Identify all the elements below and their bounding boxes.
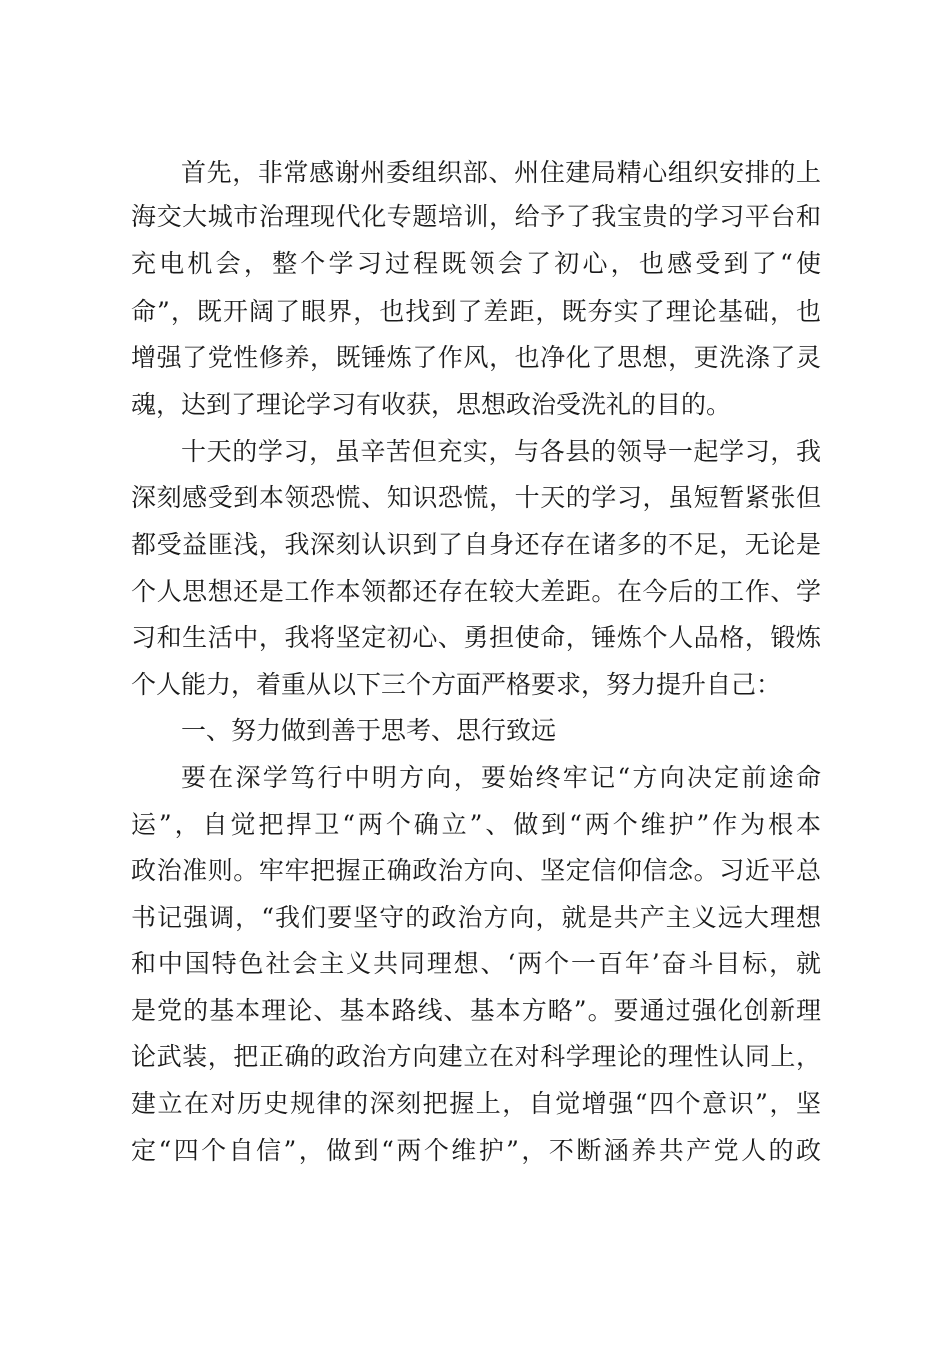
text-line: 个人思想还是工作本领都还存在较大差距。在今后的工作、学 (131, 577, 821, 606)
text-line: 首先，非常感谢州委组织部、州住建局精心组织安排的上 (181, 158, 821, 187)
text-line: 论武装，把正确的政治方向建立在对科学理论的理性认同上， (131, 1042, 821, 1071)
text-line: 深刻感受到本领恐慌、知识恐慌，十天的学习，虽短暂紧张但 (131, 483, 821, 512)
text-line: 十天的学习，虽辛苦但充实，与各县的领导一起学习，我 (181, 437, 821, 466)
text-line: 要在深学笃行中明方向，要始终牢记“方向决定前途命 (181, 763, 821, 792)
text-line: 增强了党性修养，既锤炼了作风，也净化了思想，更洗涤了灵 (131, 343, 821, 372)
text-line: 运”，自觉把捍卫“两个确立”、做到“两个维护”作为根本 (131, 810, 821, 839)
text-line: 命”，既开阔了眼界，也找到了差距，既夯实了理论基础，也 (131, 297, 821, 326)
text-line: 个人能力，着重从以下三个方面严格要求，努力提升自己： (131, 670, 782, 699)
text-line: 定“四个自信”，做到“两个维护”，不断涵养共产党人的政 (131, 1136, 821, 1165)
text-line: 习和生活中，我将坚定初心、勇担使命，锤炼个人品格，锻炼 (131, 623, 821, 652)
section-heading: 一、努力做到善于思考、思行致远 (181, 716, 557, 745)
text-line: 魂，达到了理论学习有收获，思想政治受洗礼的目的。 (131, 390, 732, 419)
text-line: 和中国特色社会主义共同理想、‘两个一百年’奋斗目标，就 (131, 949, 821, 978)
text-line: 海交大城市治理现代化专题培训，给予了我宝贵的学习平台和 (131, 202, 821, 231)
text-line: 政治准则。牢牢把握正确政治方向、坚定信仰信念。习近平总 (131, 856, 821, 885)
text-line: 书记强调，“我们要坚守的政治方向，就是共产主义远大理想 (131, 903, 821, 932)
text-line: 建立在对历史规律的深刻把握上，自觉增强“四个意识”，坚 (131, 1089, 821, 1118)
text-line: 都受益匪浅，我深刻认识到了自身还存在诸多的不足，无论是 (131, 530, 821, 559)
text-line: 充电机会，整个学习过程既领会了初心，也感受到了“使 (131, 249, 821, 278)
text-line: 是党的基本理论、基本路线、基本方略”。要通过强化创新理 (131, 996, 821, 1025)
